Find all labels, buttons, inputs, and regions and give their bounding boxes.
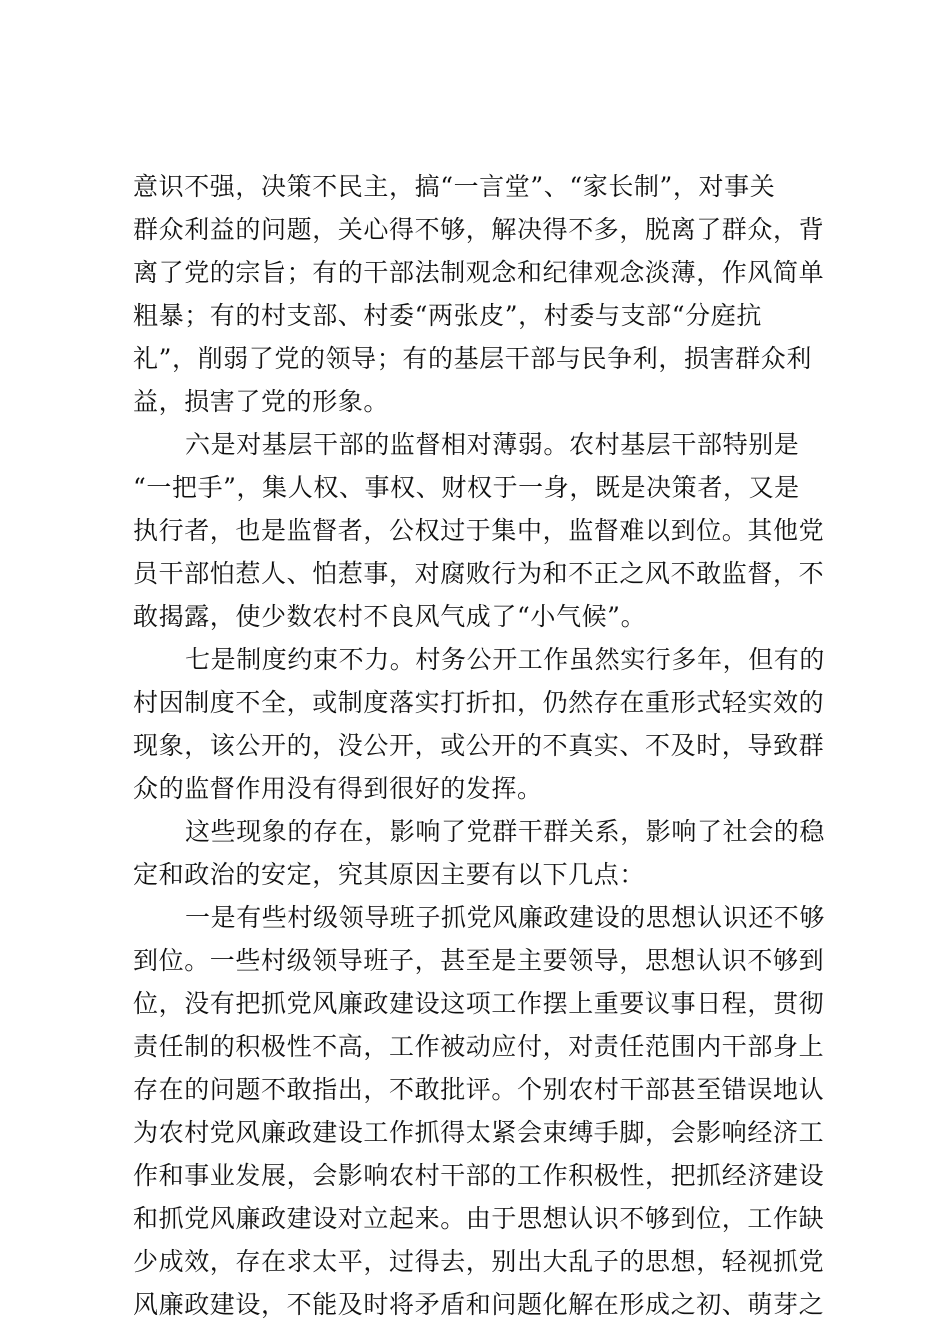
text-line: 作和事业发展，会影响农村干部的工作积极性，把抓经济建设 xyxy=(133,1161,825,1190)
text-line: 礼”，削弱了党的领导；有的基层干部与民争利，损害群众利 xyxy=(133,344,812,373)
text-line: 六是对基层干部的监督相对薄弱。农村基层干部特别是 xyxy=(185,430,800,459)
text-line: 益，损害了党的形象。 xyxy=(133,387,390,416)
text-line: 存在的问题不敢指出，不敢批评。个别农村干部甚至错误地认 xyxy=(133,1075,825,1104)
text-line: 员干部怕惹人、怕惹事，对腐败行为和不正之风不敢监督，不 xyxy=(133,559,825,588)
text-line: 和抓党风廉政建设对立起来。由于思想认识不够到位，工作缺 xyxy=(133,1204,825,1233)
text-line: 少成效，存在求太平，过得去，别出大乱子的思想，轻视抓党 xyxy=(133,1247,825,1276)
text-line: 到位。一些村级领导班子，甚至是主要领导，思想认识不够到 xyxy=(133,946,825,975)
text-line: 意识不强，决策不民主，搞“一言堂”、“家长制”，对事关 xyxy=(133,172,776,201)
text-line: 现象，该公开的，没公开，或公开的不真实、不及时，导致群 xyxy=(133,731,825,760)
text-line: 粗暴；有的村支部、村委“两张皮”，村委与支部“分庭抗 xyxy=(133,301,762,330)
text-line: 为农村党风廉政建设工作抓得太紧会束缚手脚，会影响经济工 xyxy=(133,1118,825,1147)
text-line: 位，没有把抓党风廉政建设这项工作摆上重要议事日程，贯彻 xyxy=(133,989,825,1018)
text-line: 村因制度不全，或制度落实打折扣，仍然存在重形式轻实效的 xyxy=(133,688,825,717)
text-line: 风廉政建设，不能及时将矛盾和问题化解在形成之初、萌芽之 xyxy=(133,1290,825,1319)
text-line: 这些现象的存在，影响了党群干群关系，影响了社会的稳 xyxy=(185,817,826,846)
text-line: 离了党的宗旨；有的干部法制观念和纪律观念淡薄，作风简单 xyxy=(133,258,825,287)
text-line: 敢揭露，使少数农村不良风气成了“小气候”。 xyxy=(133,602,647,631)
text-line: 责任制的积极性不高，工作被动应付，对责任范围内干部身上 xyxy=(133,1032,825,1061)
text-line: 七是制度约束不力。村务公开工作虽然实行多年，但有的 xyxy=(185,645,826,674)
text-line: 定和政治的安定，究其原因主要有以下几点： xyxy=(133,860,646,889)
text-line: “一把手”，集人权、事权、财权于一身，既是决策者，又是 xyxy=(133,473,800,502)
text-line: 一是有些村级领导班子抓党风廉政建设的思想认识还不够 xyxy=(185,903,826,932)
text-line: 执行者，也是监督者，公权过于集中，监督难以到位。其他党 xyxy=(133,516,825,545)
text-line: 众的监督作用没有得到很好的发挥。 xyxy=(133,774,543,803)
text-line: 群众利益的问题，关心得不够，解决得不多，脱离了群众，背 xyxy=(133,215,825,244)
